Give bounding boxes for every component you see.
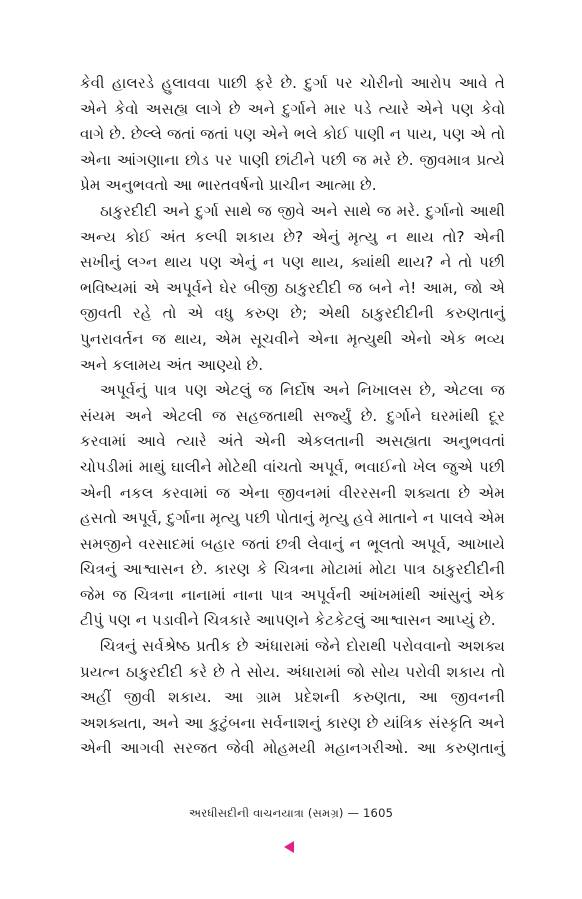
page-body	[80, 71, 505, 762]
paragraph-1: કેવી હાલરડે હુલાવવા પાછી ફરે છે. દુર્ગા પર ચોરીનો આરોપ આવે તે એને કેવો અસહ્ય લાગે છે અને દુર્ગાને માર પડે ત્યારે એને પણ કેવો વાગે છે. છેલ્લે જતાં જતાં પણ એને ભલે કોઈ પાણી ન પાય, પણ એ તો એના આંગણાના છોડ પર પાણી છાંટીને પછી જ મરે છે. જીવમાત્ર પ્રત્યે પ્રેમ અનુભવતો આ ભારતવર્ષનો પ્રાચીન આત્મા છે.	[80, 74, 505, 195]
previous-page-arrow-icon[interactable]	[284, 841, 294, 853]
paragraph-4: ચિત્રનું સર્વશ્રેષ્ઠ પ્રતીક છે અંધારામાં જેને દોરાથી પરોવવાનો અશક્ય પ્રયત્ન ઠાકુરદીદી કરે છે તે સોય. અંધારામાં જો સોય પરોવી શકાય તો અહીં જીવી શકાય. આ ગ્રામ પ્રદેશની કરુણતા, આ જીવનની અશક્યતા, અને આ કુટુંબના સર્વનાશનું કારણ છે યાંત્રિક સંસ્કૃતિ અને એની આગવી સરજત જેવી મોહમયી મહાનગરીઓ. આ કરુણતાનું	[80, 637, 505, 758]
page-footer: અરધીસદીની વાચનયાત્રા (સમગ્ર) — 1605	[188, 806, 394, 820]
paragraph-3: અપૂર્વનું પાત્ર પણ એટલું જ નિર્દોષ અને નિખાલસ છે, એટલા જ સંયમ અને એટલી જ સહજતાથી સર્જ્યું છે. દુર્ગાને ઘરમાંથી દૂર કરવામાં આવે ત્યારે અંતે એની એકલતાની અસહ્યતા અનુભવતાં ચોપડીમાં માથું ઘાલીને મોટેથી વાંચતો અપૂર્વ, ભવાઈનો ખેલ જુએ પછી એની નકલ કરવામાં જ એના જીવનમાં વીરરસની શક્યતા છે એમ હસતો અપૂર્વ, દુર્ગાના મૃત્યુ પછી પોતાનું મૃત્યુ હવે માતાને ન પાલવે એમ સમજીને વરસાદમાં બહાર જતાં છત્રી લેવાનું ન ભૂલતો અપૂર્વ, આખાયે ચિત્રનું આશ્વાસન છે. કારણ કે ચિત્રના મોટામાં મોટા પાત્ર ઠાકુરદીદીની જેમ જ ચિત્રના નાનામાં નાના પાત્ર અપૂર્વની આંખમાંથી આંસુનું એક ટીપું પણ ન પડાવીને ચિત્રકારે આપણને કેટકેટલું આશ્વાસન આપ્યું છે.	[80, 381, 505, 630]
paragraph-2: ઠાકુરદીદી અને દુર્ગા સાથે જ જીવે અને સાથે જ મરે. દુર્ગાનો આથી અન્ય કોઈ અંત કલ્પી શકાય છે? એનું મૃત્યુ ન થાય તો? એની સખીનું લગ્ન થાય પણ એનું ન પણ થાય, ક્યાંથી થાય? ને તો પછી ભવિષ્યમાં એ અપૂર્વને ઘેર બીજી ઠાકુરદીદી જ બને ને! આમ, જો એ જીવતી રહે તો એ વધુ કરુણ છે; એથી ઠાકુરદીદીની કરુણતાનું પુનરાવર્તન જ થાય, એમ સૂચવીને એના મૃત્યુથી એનો એક ભવ્ય અને કલામય અંત આણ્યો છે.	[80, 201, 505, 374]
